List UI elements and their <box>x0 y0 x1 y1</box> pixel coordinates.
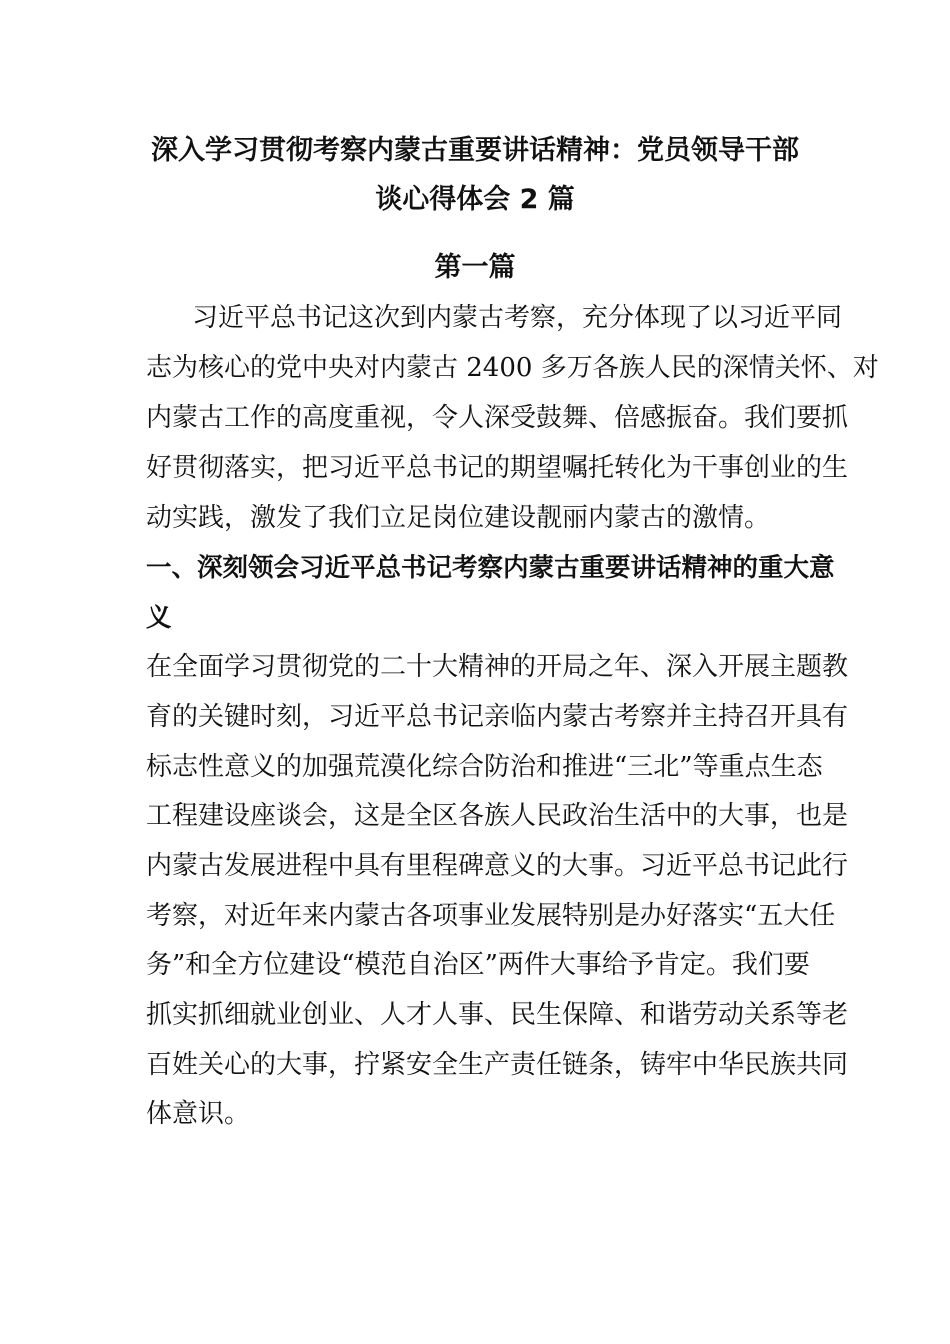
document-title-line-1: 深入学习贯彻考察内蒙古重要讲话精神：党员领导干部 <box>151 135 799 166</box>
section-heading-line: 义 <box>146 603 172 633</box>
paragraph-2-line: 内蒙古发展进程中具有里程碑意义的大事。习近平总书记此行 <box>146 851 849 881</box>
section-title: 第一篇 <box>434 252 516 283</box>
paragraph-2-line: 体意识。 <box>146 1099 251 1129</box>
paragraph-1-line: 志为核心的党中央对内蒙古 2400 多万各族人民的深情关怀、对 <box>146 353 879 383</box>
paragraph-2-line: 考察，对近年来内蒙古各项事业发展特别是办好落实“五大任 <box>146 901 836 931</box>
paragraph-2-line: 在全面学习贯彻党的二十大精神的开局之年、深入开展主题教 <box>146 652 849 682</box>
paragraph-1-line: 内蒙古工作的高度重视，令人深受鼓舞、倍感振奋。我们要抓 <box>146 403 849 433</box>
paragraph-2-line: 百姓关心的大事，拧紧安全生产责任链条，铸牢中华民族共同 <box>146 1050 849 1080</box>
paragraph-2-line: 育的关键时刻，习近平总书记亲临内蒙古考察并主持召开具有 <box>146 702 849 732</box>
paragraph-1-line: 动实践，激发了我们立足岗位建设靓丽内蒙古的激情。 <box>146 503 771 533</box>
paragraph-2-line: 标志性意义的加强荒漠化综合防治和推进“三北”等重点生态 <box>146 752 823 782</box>
paragraph-2-line: 抓实抓细就业创业、人才人事、民生保障、和谐劳动关系等老 <box>146 1000 849 1030</box>
document-title-line-2: 谈心得体会 2 篇 <box>375 184 575 215</box>
paragraph-1-line: 好贯彻落实，把习近平总书记的期望嘱托转化为干事创业的生 <box>146 453 849 483</box>
paragraph-1-line: 习近平总书记这次到内蒙古考察，充分体现了以习近平同 <box>192 303 843 333</box>
paragraph-2-line: 务”和全方位建设“模范自治区”两件大事给予肯定。我们要 <box>146 950 810 980</box>
section-heading-line: 一、深刻领会习近平总书记考察内蒙古重要讲话精神的重大意 <box>146 553 835 583</box>
paragraph-2-line: 工程建设座谈会，这是全区各族人民政治生活中的大事，也是 <box>146 801 849 831</box>
